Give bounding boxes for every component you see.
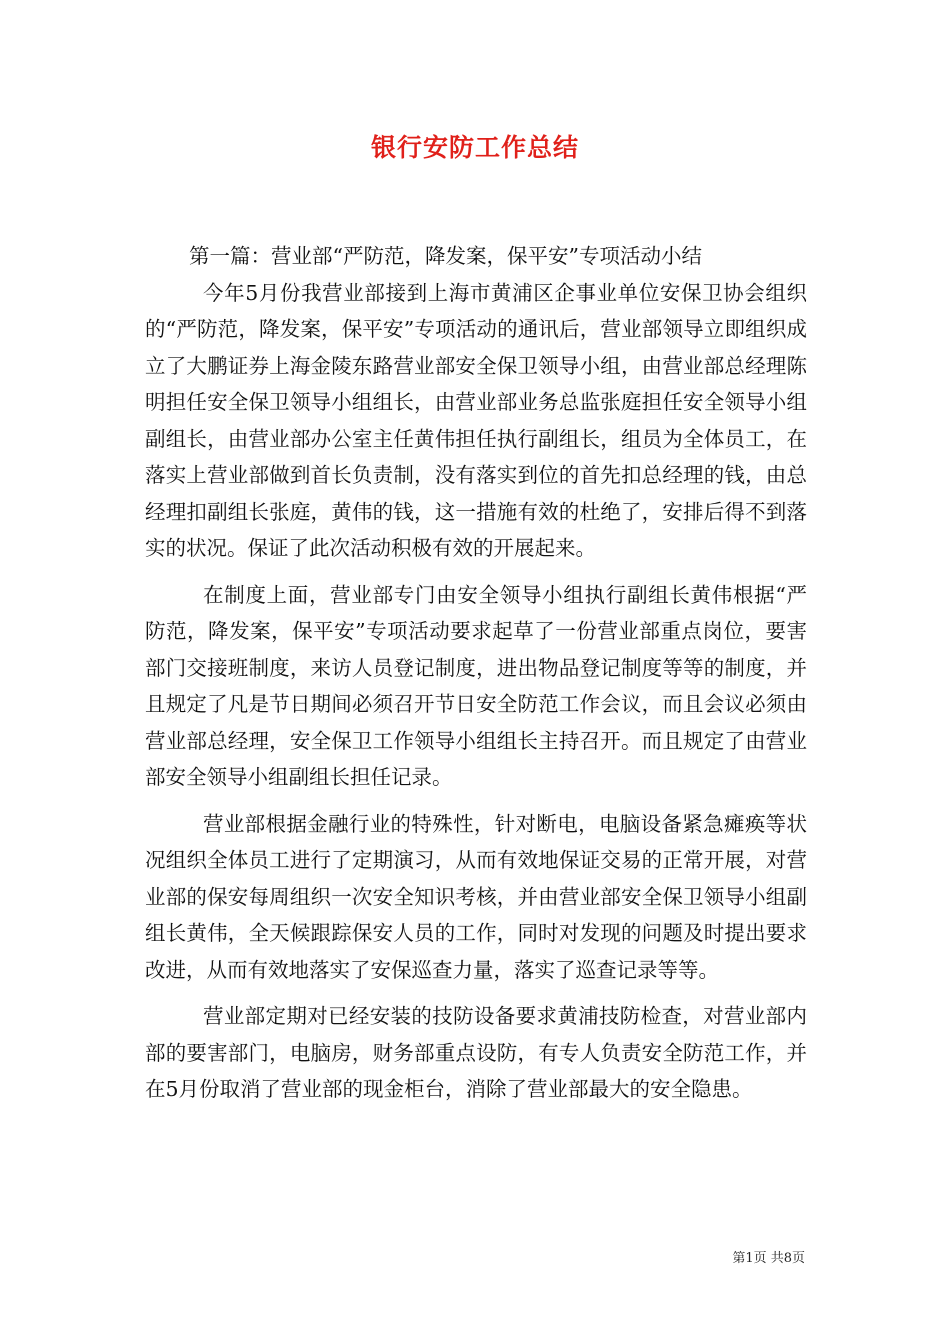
paragraph-1: 今年5月份我营业部接到上海市黄浦区企事业单位安保卫协会组织的“严防范，降发案，保平安”专项活动的通讯后，营业部领导立即组织成立了大鹏证券上海金陵东路营业部安全保卫领导小组，由营业部总经理陈明担任安全保卫领导小组组长，由营业部业务总监张庭担任安全领导小组副组长，由营业部办公室主任黄伟担任执行副组长，组员为全体员工，在落实上营业部做到首长负责制，没有落实到位的首先扣总经理的钱，由总经理扣副组长张庭，黄伟的钱，这一措施有效的杜绝了，安排后得不到落实的状况。保证了此次活动积极有效的开展起来。: [145, 280, 807, 560]
document-body: [145, 238, 807, 1108]
paragraph-2: 在制度上面，营业部专门由安全领导小组执行副组长黄伟根据“严防范，降发案，保平安”专项活动要求起草了一份营业部重点岗位，要害部门交接班制度，来访人员登记制度，进出物品登记制度等等的制度，并且规定了凡是节日期间必须召开节日安全防范工作会议，而且会议必须由营业部总经理，安全保卫工作领导小组组长主持召开。而且规定了由营业部安全领导小组副组长担任记录。: [145, 582, 807, 789]
paragraph-4: 营业部定期对已经安装的技防设备要求黄浦技防检查，对营业部内部的要害部门，电脑房，财务部重点设防，有专人负责安全防范工作，并在5月份取消了营业部的现金柜台，消除了营业部最大的安全隐患。: [145, 1004, 807, 1101]
section-heading: 第一篇：营业部“严防范，降发案，保平安”专项活动小结: [189, 244, 702, 268]
page-number-footer: 第1页 共8页: [732, 1251, 805, 1266]
paragraph-3: 营业部根据金融行业的特殊性，针对断电，电脑设备紧急瘫痪等状况组织全体员工进行了定期演习，从而有效地保证交易的正常开展，对营业部的保安每周组织一次安全知识考核，并由营业部安全保卫领导小组副组长黄伟，全天候跟踪保安人员的工作，同时对发现的问题及时提出要求改进，从而有效地落实了安保巡查力量，落实了巡查记录等等。: [145, 811, 807, 982]
document-title: 银行安防工作总结: [370, 133, 579, 162]
